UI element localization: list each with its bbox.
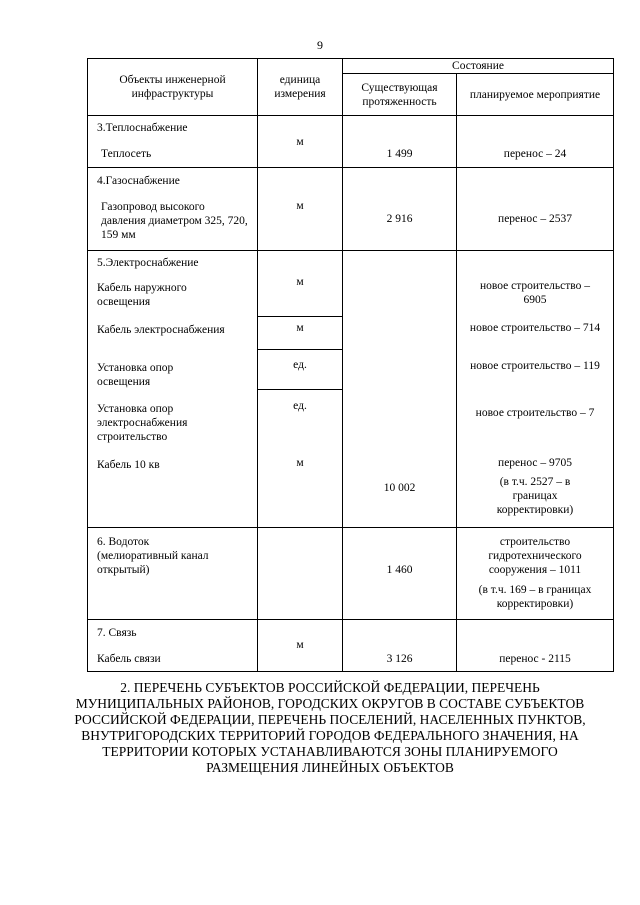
section-gas: 4.Газоснабжение: [97, 175, 180, 187]
item-comm: Кабель связи: [97, 653, 161, 665]
item-power-0: Кабель наружного освещения: [97, 282, 187, 308]
section-title: 2. ПЕРЕЧЕНЬ СУБЪЕКТОВ РОССИЙСКОЙ ФЕДЕРАЦИИ, ПЕРЕЧЕНЬ МУНИЦИПАЛЬНЫХ РАЙОНОВ, ГОРОДСКИХ ОКРУГОВ В СОСТАВЕ СУБЪЕКТОВ РОССИЙСКОЙ ФЕДЕРАЦИИ, ПЕРЕЧЕНЬ ПОСЕЛЕНИЙ, НАСЕЛЕННЫХ ПУНКТОВ, ВНУТРИГОРОДСКИХ ТЕРРИТОРИЙ ГОРОДОВ ФЕДЕРАЛЬНОГО ЗНАЧЕНИЯ, НА ТЕРРИТОРИИ КОТОРЫХ УСТАНАВЛИВАЮТСЯ ЗОНЫ ПЛАНИРУЕМОГО РАЗМЕЩЕНИЯ ЛИНЕЙНЫХ ОБЪЕКТОВ: [74, 680, 586, 775]
page-number: 9: [317, 38, 323, 52]
section-water: 6. Водоток: [97, 536, 150, 548]
unit-gas: м: [296, 200, 304, 212]
existing-water: 1 460: [386, 564, 413, 576]
header-unit: единица измерения: [258, 59, 343, 116]
header-planned: планируемое мероприятие: [457, 74, 614, 116]
planned-water-note: (в т.ч. 169 – в границах корректировки): [478, 584, 592, 610]
item-gas: Газопровод высокого давления диаметром 325, 720, 159 мм: [101, 201, 248, 241]
section-comm: 7. Связь: [97, 627, 137, 639]
item-heat: Теплосеть: [101, 148, 152, 160]
planned-power-3: новое строительство – 7: [475, 407, 595, 419]
unit-power-4: м: [296, 457, 304, 469]
planned-power-1: новое строительство – 714: [469, 322, 601, 334]
planned-power-4-note: (в т.ч. 2527 – в границах корректировки): [496, 476, 574, 516]
table-row-water: [88, 528, 614, 620]
table-row-power: [88, 251, 614, 528]
table-row-comm: [88, 620, 614, 672]
section-heat: 3.Теплоснабжение: [97, 122, 188, 134]
unit-power-0: м: [296, 276, 304, 288]
item-power-2: Установка опор освещения: [97, 362, 174, 388]
item-water: (мелиоративный канал открытый): [97, 550, 209, 576]
item-power-4: Кабель 10 кв: [97, 459, 160, 471]
unit-power-1: м: [296, 322, 304, 334]
item-power-3: Установка опор электроснабжения строительство: [97, 403, 188, 443]
item-power-1: Кабель электроснабжения: [97, 324, 225, 336]
header-existing: Существующая протяженность: [343, 74, 457, 116]
planned-gas: перенос – 2537: [498, 213, 572, 225]
header-state: Состояние: [343, 59, 614, 74]
existing-power: 10 002: [383, 482, 416, 494]
unit-power-2: ед.: [293, 359, 307, 371]
table-row-heat: [88, 116, 614, 168]
planned-comm: перенос - 2115: [499, 653, 571, 665]
existing-gas: 2 916: [386, 213, 413, 225]
existing-comm: 3 126: [386, 653, 413, 665]
planned-power-4: перенос – 9705: [498, 457, 572, 469]
planned-water: строительство гидротехнического сооружения – 1011: [488, 536, 582, 576]
infrastructure-table: [87, 58, 614, 672]
existing-heat: 1 499: [386, 148, 413, 160]
unit-comm: м: [296, 639, 304, 651]
unit-power-3: ед.: [293, 400, 307, 412]
table-row-gas: [88, 168, 614, 251]
section-power: 5.Электроснабжение: [97, 257, 199, 269]
planned-power-2: новое строительство – 119: [470, 360, 600, 372]
unit-heat: м: [296, 136, 304, 148]
planned-heat: перенос – 24: [503, 148, 567, 160]
header-objects: Объекты инженерной инфраструктуры: [88, 59, 258, 116]
planned-power-0: новое строительство – 6905: [479, 280, 591, 306]
